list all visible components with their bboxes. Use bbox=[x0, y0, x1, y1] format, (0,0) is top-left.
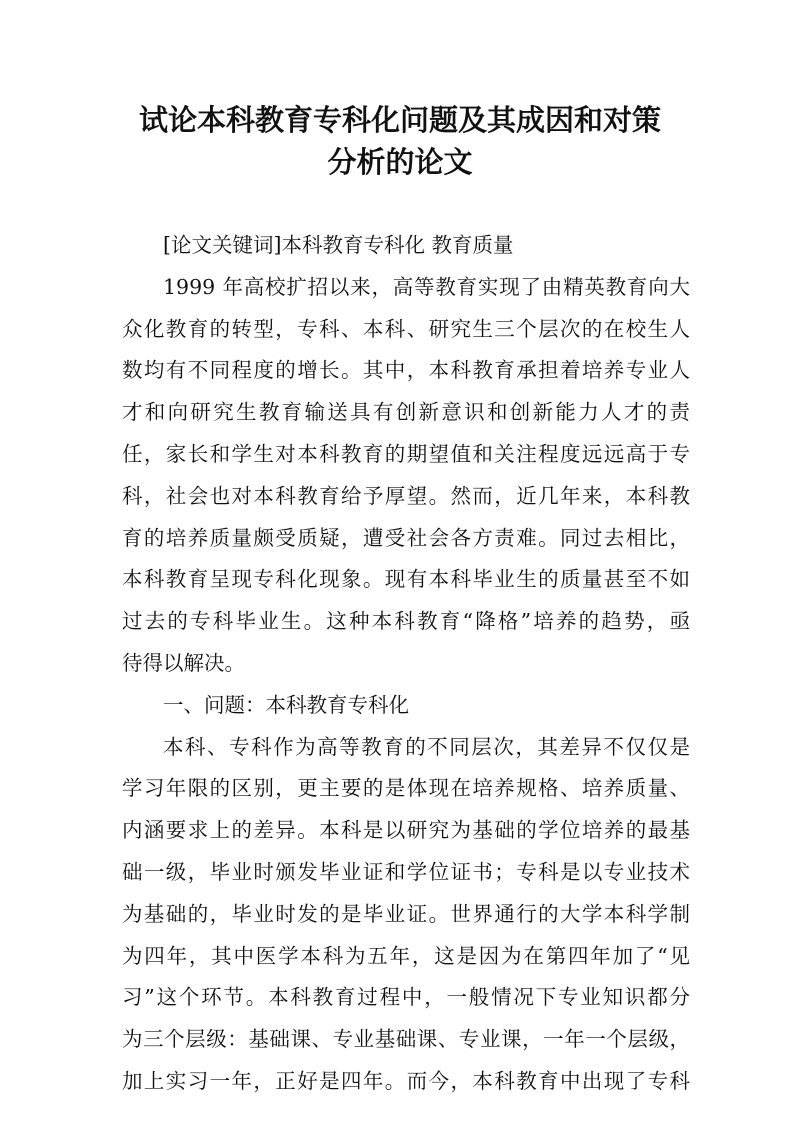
paragraph-1-line: 1999 年高校扩招以来，高等教育实现了由精英教育向大 bbox=[163, 274, 690, 299]
paragraph-1-line: 待得以解决。 bbox=[122, 650, 245, 675]
document-title-line-1: 试论本科教育专科化问题及其成因和对策 bbox=[138, 103, 661, 137]
paragraph-1-line: 科，社会也对本科教育给予厚望。然而，近几年来，本科教 bbox=[122, 483, 690, 508]
paragraph-2-line: 为四年，其中医学本科为五年，这是因为在第四年加了“见 bbox=[122, 943, 690, 968]
paragraph-2-line: 础一级，毕业时颁发毕业证和学位证书；专科是以专业技术 bbox=[122, 859, 690, 884]
keywords-line: [论文关键词]本科教育专科化 教育质量 bbox=[163, 233, 514, 257]
document-title-line-2: 分析的论文 bbox=[327, 145, 473, 179]
section-heading: 一、问题：本科教育专科化 bbox=[163, 692, 409, 717]
paragraph-1-line: 数均有不同程度的增长。其中，本科教育承担着培养专业人 bbox=[122, 358, 690, 383]
paragraph-2-line: 内涵要求上的差异。本科是以研究为基础的学位培养的最基 bbox=[122, 818, 690, 843]
paragraph-1-line: 才和向研究生教育输送具有创新意识和创新能力人才的责 bbox=[122, 400, 690, 425]
paragraph-1-line: 育的培养质量颇受质疑，遭受社会各方责难。同过去相比， bbox=[122, 525, 690, 550]
paragraph-2-line: 本科、专科作为高等教育的不同层次，其差异不仅仅是 bbox=[163, 734, 690, 759]
paragraph-1-line: 任，家长和学生对本科教育的期望值和关注程度远远高于专 bbox=[122, 441, 690, 466]
paragraph-1-line: 众化教育的转型，专科、本科、研究生三个层次的在校生人 bbox=[122, 316, 690, 341]
paragraph-2-line: 为基础的，毕业时发的是毕业证。世界通行的大学本科学制 bbox=[122, 901, 690, 926]
paragraph-2-line: 学习年限的区别，更主要的是体现在培养规格、培养质量、 bbox=[122, 776, 690, 801]
paragraph-2-line: 习”这个环节。本科教育过程中，一般情况下专业知识都分 bbox=[122, 985, 690, 1010]
paragraph-2-line: 加上实习一年，正好是四年。而今，本科教育中出现了专科 bbox=[122, 1068, 690, 1093]
document-body bbox=[122, 225, 690, 1103]
paragraph-1-line: 本科教育呈现专科化现象。现有本科毕业生的质量甚至不如 bbox=[122, 567, 690, 592]
paragraph-2-line: 为三个层级：基础课、专业基础课、专业课，一年一个层级， bbox=[122, 1027, 690, 1052]
paragraph-1-line: 过去的专科毕业生。这种本科教育“降格”培养的趋势，亟 bbox=[122, 609, 690, 634]
